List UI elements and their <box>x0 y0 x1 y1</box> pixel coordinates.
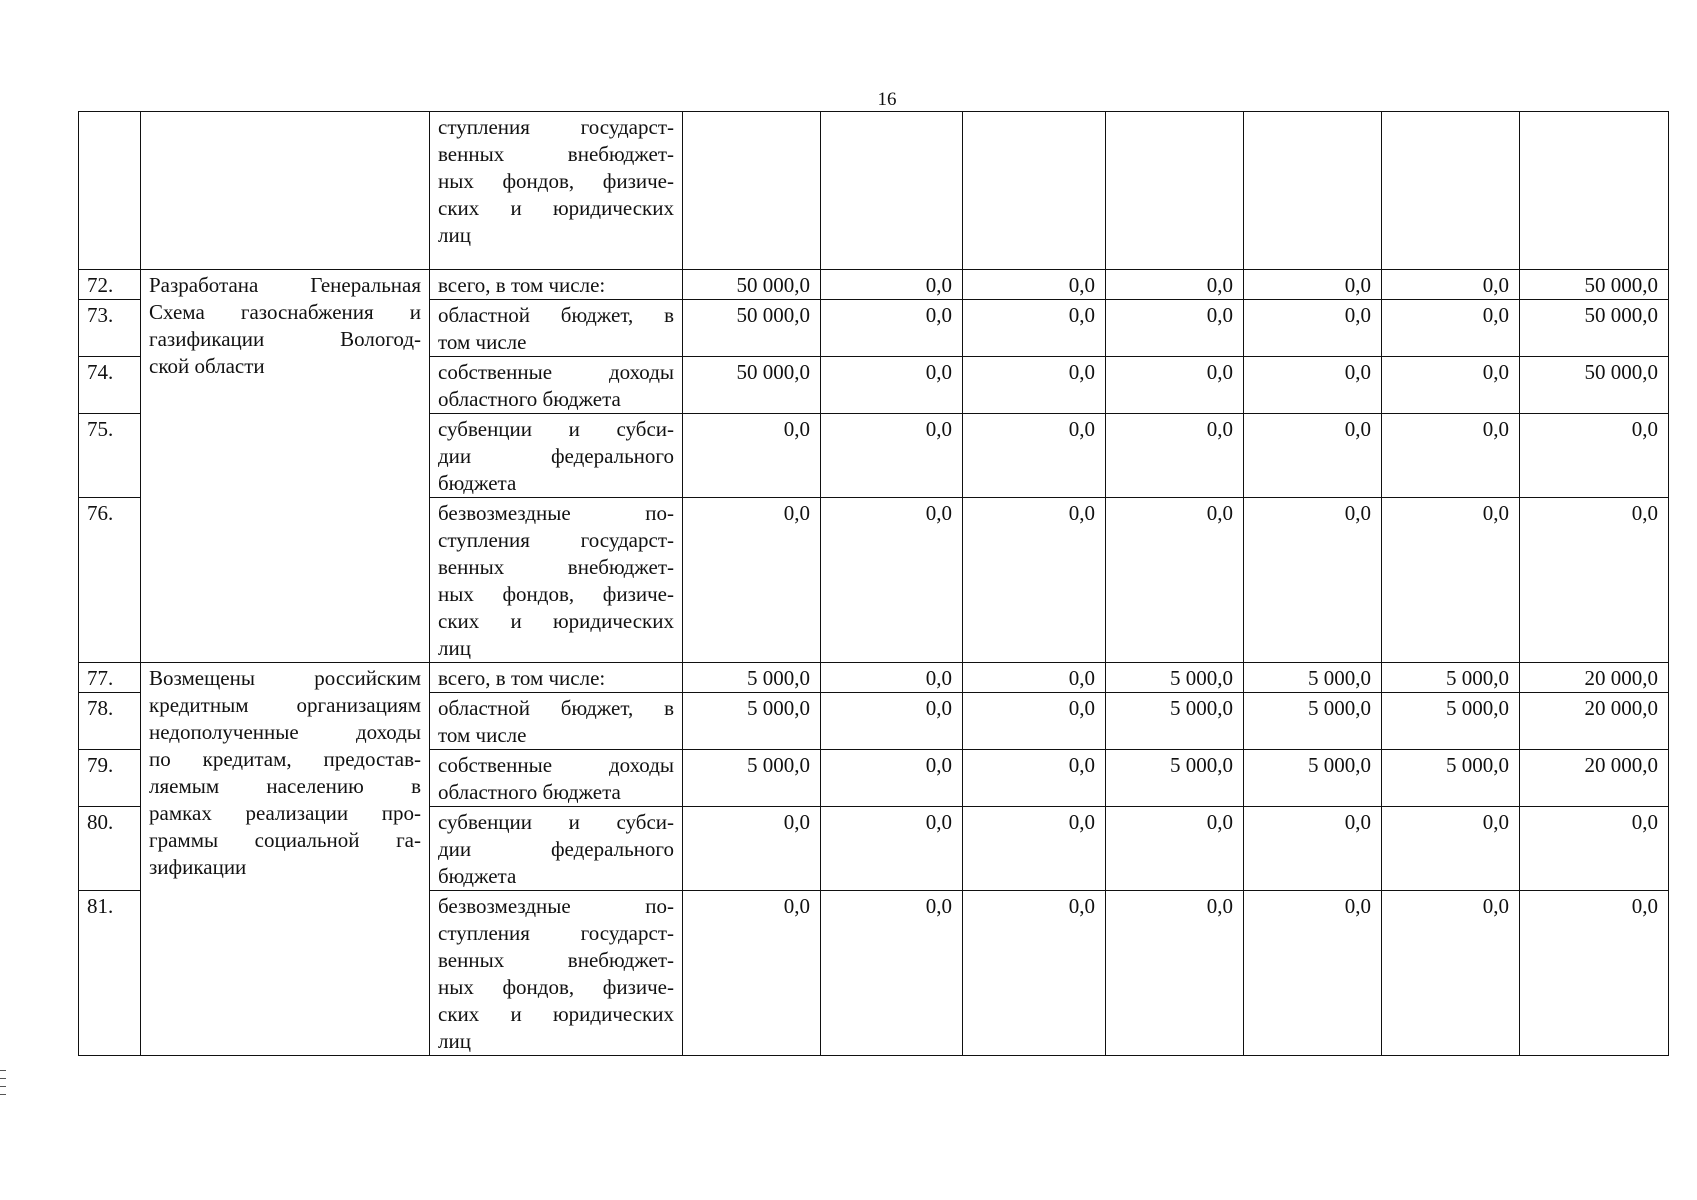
value-cell: 0,0 <box>1106 414 1244 498</box>
text-line: субвенции и субси- <box>438 417 674 441</box>
text-line: ных фондов, физиче- <box>438 169 674 193</box>
value-cell: 0,0 <box>963 807 1106 891</box>
value-cell: 50 000,0 <box>1520 270 1669 300</box>
text-line: безвозмездные по- <box>438 501 674 525</box>
text-line: всего, в том числе: <box>438 273 606 297</box>
value-cell: 5 000,0 <box>1382 693 1520 750</box>
value-cell: 0,0 <box>1244 891 1382 1056</box>
row-number-cell: 74. <box>79 357 141 414</box>
value-cell: 5 000,0 <box>1244 750 1382 807</box>
value-cell: 0,0 <box>821 891 963 1056</box>
value-cell: 0,0 <box>1244 807 1382 891</box>
value-cell: 0,0 <box>963 357 1106 414</box>
edge-mark <box>0 1086 6 1087</box>
text-line: собственные доходы <box>438 753 674 777</box>
description-cell <box>141 663 430 1056</box>
edge-mark <box>0 1070 6 1071</box>
funding-source-cell <box>430 300 683 357</box>
value-cell: 0,0 <box>963 663 1106 693</box>
value-cell <box>683 112 821 270</box>
value-cell: 20 000,0 <box>1520 750 1669 807</box>
funding-source-cell <box>430 112 683 270</box>
text-line: Возмещены российским <box>149 666 421 690</box>
text-line: субвенции и субси- <box>438 810 674 834</box>
row-number-cell: 79. <box>79 750 141 807</box>
value-cell: 5 000,0 <box>1244 693 1382 750</box>
value-cell: 0,0 <box>1520 414 1669 498</box>
value-cell: 5 000,0 <box>1244 663 1382 693</box>
value-cell: 0,0 <box>1106 807 1244 891</box>
value-cell: 0,0 <box>1244 357 1382 414</box>
text-line: ступления государст- <box>438 921 674 945</box>
text-line: ляемым населению в <box>149 774 421 798</box>
text-line: областной бюджет, в <box>438 303 674 327</box>
value-cell: 0,0 <box>1106 498 1244 663</box>
value-cell: 0,0 <box>683 891 821 1056</box>
row-number-cell <box>79 112 141 270</box>
value-cell: 0,0 <box>1382 270 1520 300</box>
text-line: Схема газоснабжения и <box>149 300 421 324</box>
row-number-cell: 75. <box>79 414 141 498</box>
value-cell: 0,0 <box>963 750 1106 807</box>
value-cell: 0,0 <box>821 663 963 693</box>
value-cell: 0,0 <box>821 300 963 357</box>
value-cell: 0,0 <box>683 414 821 498</box>
text-line: ских и юридических <box>438 609 674 633</box>
text-line: венных внебюджет- <box>438 555 674 579</box>
text-line: областного бюджета <box>438 387 621 411</box>
value-cell: 50 000,0 <box>1520 300 1669 357</box>
row-number-cell: 76. <box>79 498 141 663</box>
value-cell: 0,0 <box>1244 270 1382 300</box>
value-cell: 0,0 <box>1382 891 1520 1056</box>
value-cell: 0,0 <box>1106 300 1244 357</box>
value-cell: 5 000,0 <box>683 750 821 807</box>
value-cell: 0,0 <box>963 300 1106 357</box>
value-cell: 0,0 <box>963 498 1106 663</box>
funding-source-cell <box>430 750 683 807</box>
value-cell: 0,0 <box>963 414 1106 498</box>
text-line: том числе <box>438 723 527 747</box>
funding-source-cell <box>430 357 683 414</box>
funding-source-cell <box>430 807 683 891</box>
text-line: ступления государст- <box>438 528 674 552</box>
text-line: венных внебюджет- <box>438 142 674 166</box>
row-number-cell: 78. <box>79 693 141 750</box>
text-line: лиц <box>438 223 471 247</box>
value-cell: 0,0 <box>821 693 963 750</box>
text-line: недополученные доходы <box>149 720 421 744</box>
text-line: бюджета <box>438 864 517 888</box>
text-line: ской области <box>149 354 265 378</box>
value-cell: 0,0 <box>683 498 821 663</box>
value-cell: 0,0 <box>1382 357 1520 414</box>
value-cell: 0,0 <box>1244 414 1382 498</box>
value-cell: 0,0 <box>683 807 821 891</box>
funding-source-cell <box>430 663 683 693</box>
text-line: безвозмездные по- <box>438 894 674 918</box>
value-cell: 0,0 <box>821 270 963 300</box>
text-line: дии федерального <box>438 444 674 468</box>
value-cell: 0,0 <box>1520 891 1669 1056</box>
row-number-cell: 77. <box>79 663 141 693</box>
funding-source-cell <box>430 498 683 663</box>
text-line: по кредитам, предостав- <box>149 747 421 771</box>
row-number-cell: 72. <box>79 270 141 300</box>
text-line: ских и юридических <box>438 1002 674 1026</box>
value-cell: 0,0 <box>1382 498 1520 663</box>
table-body <box>79 112 1669 1056</box>
text-line: граммы социальной га- <box>149 828 421 852</box>
value-cell: 20 000,0 <box>1520 693 1669 750</box>
value-cell: 0,0 <box>1106 891 1244 1056</box>
page-number: 16 <box>877 89 897 110</box>
table-row <box>79 663 1669 693</box>
value-cell: 0,0 <box>1382 414 1520 498</box>
value-cell <box>821 112 963 270</box>
edge-mark <box>0 1094 6 1095</box>
value-cell: 0,0 <box>1382 807 1520 891</box>
budget-table <box>78 111 1669 1056</box>
value-cell: 5 000,0 <box>1106 663 1244 693</box>
text-line: ных фондов, физиче- <box>438 975 674 999</box>
text-line: всего, в том числе: <box>438 666 606 690</box>
row-number-cell: 73. <box>79 300 141 357</box>
text-line: том числе <box>438 330 527 354</box>
edge-mark <box>0 1078 6 1079</box>
value-cell: 0,0 <box>821 807 963 891</box>
value-cell: 0,0 <box>963 891 1106 1056</box>
value-cell: 0,0 <box>1106 270 1244 300</box>
value-cell: 50 000,0 <box>683 357 821 414</box>
value-cell: 0,0 <box>1244 300 1382 357</box>
value-cell: 50 000,0 <box>683 270 821 300</box>
text-line: собственные доходы <box>438 360 674 384</box>
value-cell <box>1382 112 1520 270</box>
value-cell: 5 000,0 <box>1382 663 1520 693</box>
text-line: областной бюджет, в <box>438 696 674 720</box>
funding-source-cell <box>430 693 683 750</box>
value-cell: 0,0 <box>1244 498 1382 663</box>
value-cell: 0,0 <box>1106 357 1244 414</box>
description-cell <box>141 270 430 663</box>
funding-source-cell <box>430 891 683 1056</box>
value-cell: 50 000,0 <box>1520 357 1669 414</box>
value-cell: 0,0 <box>1382 300 1520 357</box>
value-cell <box>1520 112 1669 270</box>
text-line: кредитным организациям <box>149 693 421 717</box>
text-line: лиц <box>438 636 471 660</box>
value-cell: 0,0 <box>821 750 963 807</box>
row-number-cell: 80. <box>79 807 141 891</box>
text-line: газификации Вологод- <box>149 327 421 351</box>
value-cell: 5 000,0 <box>1106 693 1244 750</box>
value-cell: 0,0 <box>963 693 1106 750</box>
text-line: рамках реализации про- <box>149 801 421 825</box>
value-cell: 0,0 <box>1520 807 1669 891</box>
value-cell: 0,0 <box>821 357 963 414</box>
value-cell <box>1244 112 1382 270</box>
text-line: бюджета <box>438 471 517 495</box>
text-line: областного бюджета <box>438 780 621 804</box>
value-cell: 5 000,0 <box>683 693 821 750</box>
value-cell: 5 000,0 <box>1382 750 1520 807</box>
value-cell: 0,0 <box>1520 498 1669 663</box>
table-row <box>79 112 1669 270</box>
text-line: дии федерального <box>438 837 674 861</box>
text-line: лиц <box>438 1029 471 1053</box>
table-row <box>79 270 1669 300</box>
value-cell: 5 000,0 <box>683 663 821 693</box>
value-cell: 20 000,0 <box>1520 663 1669 693</box>
value-cell: 50 000,0 <box>683 300 821 357</box>
funding-source-cell <box>430 270 683 300</box>
description-cell <box>141 112 430 270</box>
funding-source-cell <box>430 414 683 498</box>
value-cell <box>1106 112 1244 270</box>
text-line: зификации <box>149 855 247 879</box>
value-cell: 0,0 <box>821 414 963 498</box>
value-cell: 0,0 <box>963 270 1106 300</box>
value-cell: 5 000,0 <box>1106 750 1244 807</box>
row-number-cell: 81. <box>79 891 141 1056</box>
value-cell: 0,0 <box>821 498 963 663</box>
text-line: Разработана Генеральная <box>149 273 421 297</box>
value-cell <box>963 112 1106 270</box>
text-line: ских и юридических <box>438 196 674 220</box>
text-line: венных внебюджет- <box>438 948 674 972</box>
text-line: ных фондов, физиче- <box>438 582 674 606</box>
text-line: ступления государст- <box>438 115 674 139</box>
